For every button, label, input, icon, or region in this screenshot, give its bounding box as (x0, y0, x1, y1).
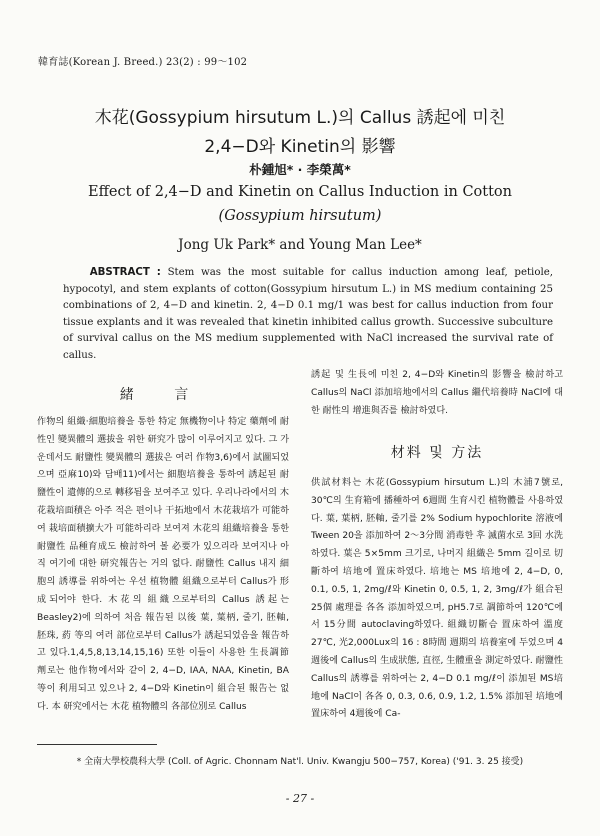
english-title-line2: (Gossypium hirsutum) (218, 208, 382, 224)
methods-text: 供試材料는 木花(Gossypium hirsutum L.)의 木浦7號로, 30℃의 生育箱에 播種하여 6週間 生育시킨 植物體를 사용하였다. 葉, 葉柄, 胚軸, 줄기를 2% Sodium hypochlorite 溶液에 Tween 20을 添加하여 2〜3分間 消毒한 후 滅菌水로 3回 水洗하였다. 葉은 5×5mm 크기로, 나머지 組織은 5mm 길이로 切斷하여 培地에 置床하였다. 培地는 MS 培地에 2, 4−D, 0, 0.1, 0.5, 1, 2mg/ℓ와 Kinetin 0, 0.5, 1, 2, 3mg/ℓ가 組合된 25個 處理를 各各 添加하였으며, pH5.7로 調節하여 120℃에서 15分間 autoclaving하였다. 組織切斷슴 置床하여 溫度 27℃, 光2,000Lux의 16 : 8時間 週期의 培養室에 두었으며 4週後에 Callus의 生成狀態, 直徑, 生體重을 測定하였다. 耐鹽性 Callus의 誘導를 위하여는 2, 4−D 0.1 mg/ℓ이 添加된 MS培地에 NaCl이 各各 0, 0.3, 0.6, 0.9, 1.2, 1.5% 添加된 培地에 置床하여 4週後에 Ca- (311, 478, 563, 720)
korean-authors: 朴鍾旭* · 李榮萬* (249, 162, 351, 177)
journal-citation: 韓育誌(Korean J. Breed.) 23(2) : 99〜102 (38, 57, 248, 68)
abstract (63, 265, 553, 365)
abstract-text: Stem was the most suitable for callus induction among leaf, petiole, hypocotyl, and stem explants of cotton(Gossypium hirsutum L.) in MS medium containing 25 combinations of 2, 4−D and kinetin. 2, 4−D 0.1 mg/1 was best for callus induction from four tissue explants and it was revealed that kinetin inhibited callus growth. Successive subculture of survival callus on the MS medium supplemented with NaCl increased the survival rate of callus. (63, 267, 553, 361)
introduction-text: 作物의 組織·細胞培養을 통한 特定 無機物이나 特定 藥劑에 耐性인 變異體의 選拔을 위한 研究가 많이 이루어지고 있다. 그 가운데서도 耐鹽性 變異體의 選拔은 여러 作物3,6)에서 試圖되었으며 亞麻10)와 담배11)에서는 細胞培養을 통하여 誘起된 耐鹽性이 遺傳的으로 轉移됨을 보여주고 있다. 우리나라에서의 木花栽培面積은 아주 적은 편이나 干拓地에서 木花栽培가 可能하여 栽培面積擴大가 可能하리라 보여져 木花의 組織培養을 통한 耐鹽性 品種育成도 檢討하여 볼 必要가 있으리라 보여지나 아직 여기에 대한 研究報告는 거의 없다. 耐鹽性 Callus 내지 細胞의 誘導를 위하여는 우선 植物體 組織으로부터 Callus가 形成되어야 한다. 木花의 組織으로부터의 Callus 誘起는 Beasley2)에 의하여 처음 報告된 以後 葉, 葉柄, 줄기, 胚軸, 胚珠, 葯 等의 여러 部位로부터 Callus가 誘起되었음을 報告하고 있다.1,4,5,8,13,14,15,16) 또한 이들이 사용한 生長調節劑로는 他作物에서와 같이 2, 4−D, IAA, NAA, Kinetin, BA 等이 利用되고 있으나 2, 4−D와 Kinetin이 組合된 報告는 없다. 本 研究에서는 木花 植物體의 各部位別로 Callus (37, 417, 289, 712)
english-title-line1: Effect of 2,4−D and Kinetin on Callus Induction in Cotton (87, 184, 512, 200)
abstract-label: ABSTRACT : (89, 267, 161, 278)
korean-title-line2: 2,4−D와 Kinetin의 影響 (204, 137, 396, 157)
affiliation-footnote: * 全南大學校農科大學 (Coll. of Agric. Chonnam Nat'l. Univ. Kwangju 500−757, Korea) ('91. 3. 25 接受) (76, 757, 524, 767)
introduction-heading: 緒 言 (119, 387, 207, 403)
introduction-continued: 誘起 및 生長에 미친 2, 4−D와 Kinetin의 影響을 檢討하고 Callus의 NaCl 添加培地에서의 Callus 繼代培養時 NaCl에 대한 耐性의 增進與否를 檢討하였다. (311, 370, 563, 416)
english-authors: Jong Uk Park* and Young Man Lee* (178, 237, 422, 253)
footnote-rule (37, 744, 157, 745)
korean-title-line1: 木花(Gossypium hirsutum L.)의 Callus 誘起에 미친 (94, 108, 506, 128)
page-number: - 27 - (285, 792, 315, 805)
methods-heading: 材料 및 方法 (390, 445, 484, 461)
